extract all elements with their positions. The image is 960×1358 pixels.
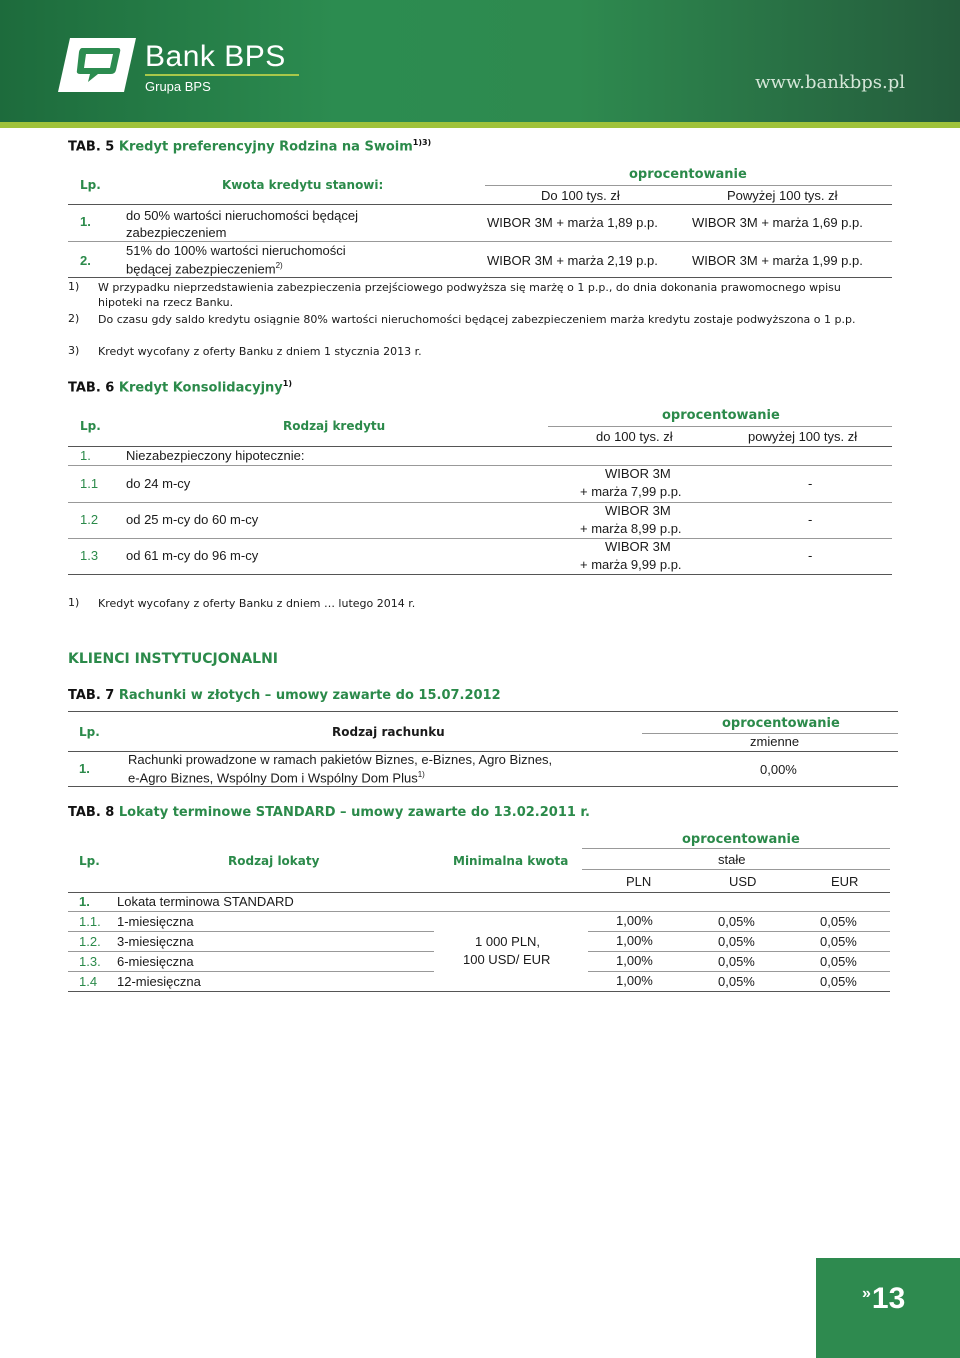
tab8-col-pln: PLN: [626, 874, 652, 889]
tab8-row4-eur: 0,05%: [820, 974, 857, 989]
tab6-col-type: Rodzaj kredytu: [283, 419, 386, 433]
tab8-row4-pln: 1,00%: [616, 973, 653, 988]
tab6-group-line: [68, 465, 892, 466]
tab5-row2-desc-line2: będącej zabezpieczeniem$^{2)}$: [126, 261, 283, 277]
tab7-row-rate: 0,00%: [760, 762, 797, 777]
tab8-row1-line-right: [588, 931, 890, 932]
tab6-row2-line: [68, 538, 892, 539]
tab5-row2-rate-b: WIBOR 3M + marża 1,99 p.p.: [692, 253, 863, 268]
tab5-sup: 1)3): [412, 138, 432, 147]
tab8-subheader-line-1: [582, 848, 890, 849]
tab8-bottom-line: [68, 991, 890, 992]
tab8-group-line: [68, 911, 890, 912]
tab8-col-rate: oprocentowanie: [682, 832, 800, 847]
tab5-row-divider: [68, 241, 892, 242]
tab6-row1-lp: 1.1: [80, 476, 99, 491]
tab6-label: TAB. 6: [68, 380, 115, 396]
tab6-col-lp: Lp.: [80, 419, 101, 433]
tab8-row4-desc: 12-miesięczna: [117, 974, 201, 989]
tab6-group-desc: Niezabezpieczony hipotecznie:: [126, 448, 305, 463]
tab8-row4-usd: 0,05%: [718, 974, 755, 989]
tab8-col-lp: Lp.: [79, 854, 100, 868]
tab8-col-type: Rodzaj lokaty: [228, 854, 320, 868]
tab8-row1-lp: 1.1.: [79, 914, 101, 929]
tab6-name: Kredyt Konsolidacyjny: [118, 380, 283, 396]
tab8-row3-line-left: [68, 971, 434, 972]
tab8-name: Lokaty terminowe STANDARD – umowy zawarte do 13.02.2011 r.: [118, 805, 590, 820]
tab6-row2-rate-a1: WIBOR 3M: [605, 503, 671, 518]
tab5-row2-lp: 2.: [80, 253, 91, 268]
tab6-row2-rate-b: -: [808, 512, 813, 527]
tab5-row2-desc-line1: 51% do 100% wartości nieruchomości: [126, 243, 346, 258]
tab8-row2-lp: 1.2.: [79, 934, 101, 949]
tab8-label: TAB. 8: [68, 805, 115, 820]
tab7-col-type: Rodzaj rachunku: [332, 725, 445, 739]
tab5-row1-desc: do 50% wartości nieruchomości będącej zabezpieczeniem: [126, 208, 358, 240]
tab7-bottom-line: [68, 786, 898, 787]
tab8-row2-line-left: [68, 951, 434, 952]
tab6-row3-desc: od 61 m-cy do 96 m-cy: [126, 548, 259, 563]
site-url[interactable]: www.bankbps.pl: [755, 72, 905, 93]
tab8-row4-lp: 1.4: [79, 974, 98, 989]
tab8-row1-pln: 1,00%: [616, 913, 653, 928]
tab6-row2-desc: od 25 m-cy do 60 m-cy: [126, 512, 259, 527]
tab7-top-line: [68, 711, 898, 712]
tab6-subheader-line: [548, 426, 892, 427]
tab8-row1-eur: 0,05%: [820, 914, 857, 929]
tab7-col-lp: Lp.: [79, 725, 100, 739]
brand-group: Grupa BPS: [145, 79, 211, 94]
tab5-col-rate-a: Do 100 tys. zł: [541, 188, 620, 203]
tab5-row2-rate-a: WIBOR 3M + marża 2,19 p.p.: [487, 253, 658, 268]
tab5-subheader-line: [485, 185, 892, 186]
tab7-name: Rachunki w złotych – umowy zawarte do 15.07.2012: [118, 688, 501, 703]
tab8-group-lp: 1.: [79, 894, 90, 909]
tab6-row3-rate-a2: + marża 9,99 p.p.: [580, 557, 682, 572]
tab6-row1-rate-a2: + marża 7,99 p.p.: [580, 484, 682, 499]
tab8-col-min: Minimalna kwota: [453, 854, 569, 868]
tab8-subheader-line-2: [582, 869, 890, 870]
tab7-label: TAB. 7: [68, 688, 115, 703]
tab5-row1-rate-a: WIBOR 3M + marża 1,89 p.p.: [487, 215, 658, 230]
tab6-title: [68, 379, 292, 395]
tab6-row1-rate-a1: WIBOR 3M: [605, 466, 671, 481]
tab6-row3-rate-a1: WIBOR 3M: [605, 539, 671, 554]
tab8-col-eur: EUR: [831, 874, 859, 889]
tab8-col-usd: USD: [729, 874, 757, 889]
tab7-row-desc-line1: Rachunki prowadzone w ramach pakietów Biznes, e-Biznes, Agro Biznes,: [128, 752, 553, 767]
tab8-row2-eur: 0,05%: [820, 934, 857, 949]
section-heading: KLIENCI INSTYTUCJONALNI: [68, 651, 279, 667]
tab7-row-sup: 1): [417, 770, 425, 779]
tab6-header-line: [68, 446, 892, 447]
brand-name: Bank BPS: [145, 40, 286, 73]
tab8-min-line1: 1 000 PLN,: [475, 934, 541, 949]
tab6-col-rate-a: do 100 tys. zł: [596, 429, 673, 444]
tab8-group-desc: Lokata terminowa STANDARD: [117, 894, 294, 909]
tab5-row2-sup: 2): [275, 261, 283, 270]
tab5-name: Kredyt preferencyjny Rodzina na Swoim: [118, 139, 413, 155]
tab8-row2-usd: 0,05%: [718, 934, 755, 949]
page-number: »13: [862, 1282, 906, 1315]
tab6-row1-line: [68, 502, 892, 503]
tab8-row1-usd: 0,05%: [718, 914, 755, 929]
tab8-row2-desc: 3-miesięczna: [117, 934, 194, 949]
tab8-row3-desc: 6-miesięczna: [117, 954, 194, 969]
tab6-row1-rate-b: -: [808, 476, 813, 491]
chevron-right-icon: »: [862, 1285, 871, 1302]
tab8-row3-usd: 0,05%: [718, 954, 755, 969]
tab8-header-line: [68, 892, 890, 893]
tab8-row3-lp: 1.3.: [79, 954, 101, 969]
tab8-col-rate-sub: stałe: [718, 852, 746, 867]
page-header: [0, 0, 960, 122]
tab5-row1-lp: 1.: [80, 214, 91, 229]
tab6-bottom-line: [68, 574, 892, 575]
tab6-row1-desc: do 24 m-cy: [126, 476, 191, 491]
tab5-col-amount: Kwota kredytu stanowi:: [222, 178, 384, 192]
tab7-row-lp: 1.: [79, 761, 90, 776]
tab8-row3-eur: 0,05%: [820, 954, 857, 969]
tab8-min-line2: 100 USD/ EUR: [463, 952, 551, 967]
tab5-title: [68, 138, 431, 154]
tab8-row1-line-left: [68, 931, 434, 932]
tab5-col-lp: Lp.: [80, 178, 101, 192]
tab8-row3-line-right: [588, 971, 890, 972]
tab6-row2-lp: 1.2: [80, 512, 99, 527]
brand-underline: [145, 74, 299, 76]
tab7-title: [68, 688, 501, 703]
tab8-title: [68, 805, 590, 820]
tab6-row3-lp: 1.3: [80, 548, 99, 563]
tab5-header-line: [68, 204, 892, 205]
tab8-row2-pln: 1,00%: [616, 933, 653, 948]
tab6-group-lp: 1.: [80, 448, 91, 463]
tab8-row3-pln: 1,00%: [616, 953, 653, 968]
tab8-row2-line-right: [588, 951, 890, 952]
tab6-col-rate: oprocentowanie: [662, 408, 780, 423]
tab6-row2-rate-a2: + marża 8,99 p.p.: [580, 521, 682, 536]
tab5-bottom-line: [68, 277, 892, 278]
header-accent-line: [0, 122, 960, 128]
tab6-sup: 1): [282, 379, 292, 388]
tab7-col-rate: oprocentowanie: [722, 716, 840, 731]
tab8-row1-desc: 1-miesięczna: [117, 914, 194, 929]
bank-logo-icon: [58, 38, 136, 92]
tab7-col-rate-sub: zmienne: [750, 734, 800, 749]
tab5-row1-rate-b: WIBOR 3M + marża 1,69 p.p.: [692, 215, 863, 230]
tab7-row-desc-line2: e-Agro Biznes, Wspólny Dom i Wspólny Dom Plus$^{1)}$: [128, 770, 425, 786]
tab5-col-rate: oprocentowanie: [629, 167, 747, 182]
tab6-col-rate-b: powyżej 100 tys. zł: [748, 429, 858, 444]
tab6-row3-rate-b: -: [808, 548, 813, 563]
tab5-label: TAB. 5: [68, 139, 115, 155]
tab5-col-rate-b: Powyżej 100 tys. zł: [727, 188, 838, 203]
